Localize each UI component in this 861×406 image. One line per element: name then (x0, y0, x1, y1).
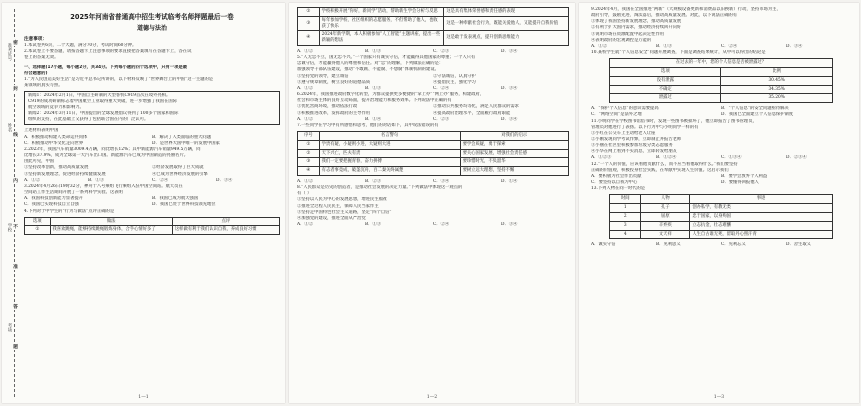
table-header-cell: 做法 (50, 217, 172, 226)
table-header-cell: 比例 (721, 68, 832, 77)
binding-char: 答 (13, 304, 18, 310)
table-cell: ① (25, 226, 51, 235)
table-cell: 2 (610, 213, 641, 222)
option[interactable]: B．①③ (365, 48, 382, 54)
table-cell: 4 (610, 230, 641, 239)
question-7-stem: 7.一些同学在学习中有所感悟和思考，他们的对话如下，其中说法错误的有 (297, 122, 439, 128)
exam-page-2 (289, 3, 575, 403)
table-header-row (25, 217, 280, 226)
option[interactable]: D．③④ (501, 48, 518, 54)
table-row (298, 8, 569, 17)
table-cell: ① (298, 140, 320, 149)
table-cell: ④ (298, 31, 320, 46)
statement-item: ②守法诚信，认真守护 (433, 73, 476, 79)
question-7-table (297, 131, 569, 176)
statement-item: ②推进全过程人民民主，保障人民当家作主 (297, 203, 379, 209)
option[interactable]: A．①② (591, 43, 607, 49)
table-cell: 34.35% (721, 85, 832, 94)
binding-field-name: 姓名 (7, 123, 12, 132)
table-cell: 这是敢于发表观点，提升创新思维能力 (444, 31, 569, 46)
binding-char: 密 (13, 40, 18, 46)
notice-line: 2.本试卷上不要答题，请按答题卡上注意事项的要求直接把答案填写在答题卡上，答在试 (24, 49, 192, 55)
statement-item: ②小刚发现同学考试作弊，立即制止并报告老师 (591, 137, 682, 143)
option[interactable]: B．②③ (365, 179, 382, 184)
option[interactable]: A．①② (297, 179, 313, 184)
table-cell: 要树立远大理想，坚持不懈 (460, 167, 568, 176)
binding-field-exam-room: 考场 (7, 323, 12, 332)
statement-item: ④已成为世界经济发展的引擎 (152, 171, 208, 177)
table-cell: 孔子 (641, 204, 690, 213)
question-11-options (591, 155, 851, 161)
statement-item: ①小红在公交车上主动给老人让座 (591, 130, 656, 136)
statement-item: ④小华在网上看到不实消息，立即转发给朋友 (591, 149, 677, 155)
table-header-cell: 时间 (610, 195, 641, 204)
binding-char: 准 (13, 264, 18, 270)
table-header-cell: 选项 (610, 68, 721, 77)
statement-item: ④提倡民主，强化学习 (433, 79, 476, 85)
statement-item: ③坚持走中国特色社会主义道路，坚定“四个自信” (297, 209, 392, 215)
material-line: C919的成功研制标志着中国航空工业取得重大突破，进一步增强了我国在国际 (28, 99, 177, 105)
statement-item: ①体现了我国坚持新发展理念，推动高质量发展 (591, 19, 682, 25)
option[interactable]: B．①③ (88, 177, 105, 183)
table-cell: 人生自古谁无死，留取丹心照汗青 (690, 230, 832, 239)
table-row (298, 149, 569, 158)
option[interactable]: D．③④ (501, 85, 518, 91)
binding-field-exam-number: 准考证号 (7, 43, 12, 61)
statement-item: ③小丽在社区里积极参加垃圾分类志愿服务 (591, 143, 673, 149)
table-cell: ② (298, 8, 320, 17)
option[interactable]: D．③④ (786, 43, 803, 49)
option[interactable]: D．③④ (501, 116, 518, 122)
table-cell: 要关心国家发展，增强社会责任感 (460, 149, 568, 158)
option[interactable]: A．诚实守信 (591, 242, 616, 248)
option[interactable]: A．①② (297, 48, 313, 54)
exam-page-1 (2, 3, 285, 403)
question-3-stem: 3.2024年4月26日19时32分，神舟十八号乘组飞行乘组入驻中国空间站。航天员在 (24, 183, 183, 189)
table-row (610, 85, 833, 94)
table-cell: 35.20% (721, 94, 832, 103)
option[interactable]: C．要坚持以自我为中心 (591, 180, 638, 186)
option[interactable]: A．要积极为社会作出贡献 (591, 173, 642, 179)
table-cell: ④ (298, 167, 320, 176)
table-row (610, 230, 833, 239)
page-number: 1—1 (138, 395, 149, 400)
material-line: 组织的支持，在此基础上又获得了包括联合国在内的广泛认可。 (28, 117, 149, 123)
page2-content (297, 7, 569, 389)
statement-item: ②有利于扩大国内需求，推动经济持续回升向好 (591, 25, 682, 31)
option[interactable]: D．①④ (501, 179, 518, 184)
question-11-stem: 11.小明同学在学校图书馆借书时，发现一些图书被损坏了，他立即报告了图书管理员， (591, 118, 757, 124)
binding-char: 题 (13, 344, 18, 350)
option[interactable]: B．“个人信息”的安全问题亟待解决 (721, 106, 789, 112)
option[interactable]: D．舍生取义 (786, 242, 811, 248)
question-3-stem: 空间站工作生活期间开展了一系列科学实验。这表明 (24, 190, 123, 196)
option[interactable]: D．我国已全面建立个人信息保护制度 (721, 112, 794, 118)
table-cell: 文天祥 (641, 230, 690, 239)
table-cell: 要学会质疑，勇于探索 (460, 140, 568, 149)
question-6-stem: 社会和市场主体的良好互动局面，提升治理能力和服务效率。下列说法中正确的有 (297, 98, 452, 104)
option[interactable]: C．②④ (721, 43, 738, 49)
option[interactable]: C．②③ (433, 48, 450, 54)
table-cell: 学贵有疑，小疑则小进，大疑则大进 (319, 140, 460, 149)
page1-content (24, 7, 280, 389)
question-12-stem: 12.“一个人的价值，应该看他贡献什么，而不应当看他取得什么。”我们要坚持 (591, 161, 738, 167)
option[interactable]: C．积极推动中华文化走向世界 (24, 140, 84, 146)
table-cell: 这是具有集体荣誉感和责任感的表现 (444, 8, 569, 17)
question-2-stem: 由此可见，中国 (24, 159, 55, 165)
table-header-row (610, 195, 833, 204)
option[interactable]: A．我国科技创新能力显著提升 (24, 196, 83, 202)
page-number: 1—3 (713, 395, 725, 400)
table-header-cell: 选项 (25, 217, 51, 226)
option[interactable]: A．①② (297, 222, 313, 228)
question-3-options (24, 202, 280, 208)
table-cell: 这样做有利于我们认识自我，养成良好习惯 (172, 226, 279, 235)
statement-item: ④表明政府的宏观调控是万能的 (591, 37, 652, 43)
statement-item: ②经济发展取得了巨大成就 (152, 165, 204, 171)
question-13-options (591, 242, 851, 248)
option[interactable]: D．是世界大国中唯一的发展中国家 (152, 140, 220, 146)
table-row (610, 204, 833, 213)
question-9-stem: 政府引导，鼓励先进、淘汰落后，推动高质量发展。对此，以下说法正确的有 (591, 13, 738, 19)
table-cell: 30.45% (721, 76, 832, 85)
option[interactable]: D．③④ (216, 177, 233, 183)
exam-subject: 道德与法治 (136, 25, 167, 32)
option[interactable]: D．③④ (501, 222, 518, 228)
option[interactable]: B．①③ (656, 43, 673, 49)
option[interactable]: B．解决了人类面临的重大问题 (152, 134, 212, 140)
binding-char: 内 (13, 178, 18, 184)
table-row (25, 226, 280, 235)
table-row (298, 158, 569, 167)
page3-content (591, 7, 851, 389)
question-8-stem: 有（ ） (297, 191, 312, 197)
question-9-stem: 9.2024年4月，我国在全国推进“两新”（大规模设备更新和消费品以旧换新）行动，坚持市场为主、 (591, 7, 781, 12)
option[interactable]: D．要懂得回报他人 (721, 180, 759, 186)
question-6-stem: 6.2024年，我国推进政府数字化转型，为群众提供更多便捷的“掌上办”“网上办”服务，构建政府、 (297, 92, 485, 98)
table-cell: 不确定 (610, 85, 721, 94)
option[interactable]: B．①③ (365, 222, 382, 228)
option[interactable]: B．见利思义 (656, 242, 681, 248)
question-2-options (24, 178, 280, 184)
question-5-stem: 5.“人无忠不立，国无忠不兴。”一个国家只有诚实守信，才能赢得其他国家的尊重；一个人只有 (297, 55, 476, 61)
question-4-table (24, 217, 280, 236)
table-cell: 天下兴亡，匹夫有责 (319, 149, 460, 158)
table-header-cell: 点评 (172, 217, 279, 226)
table-header-row (610, 68, 833, 77)
question-4-table-continued (297, 7, 569, 46)
table-cell: 要珍惜时光，不负韶华 (460, 158, 568, 167)
binding-cut-line (14, 9, 15, 397)
option[interactable]: C．“网络空间”是法外之地 (591, 112, 642, 118)
binding-margin (2, 3, 22, 403)
table-row (610, 221, 833, 230)
page-number: 1—2 (426, 395, 438, 400)
table-cell: 屈原 (641, 213, 690, 222)
table-cell: 创办私学，有教无类 (690, 204, 832, 213)
table-cell: 这是一种奉献社会行为，既能关爱他人，又能提升自我价值 (444, 16, 569, 31)
statement-item: ③说明市场在资源配置中起决定性作用 (591, 31, 665, 37)
table-header-cell: 名言警句 (319, 132, 460, 141)
option[interactable]: B．要学会放弃个人利益 (721, 173, 768, 179)
question-12-stem: 正确的价值观，积极投身社会实践，在奉献中实现人生价值。这启示我们 (591, 167, 729, 173)
statement-item: ④提高政府治理水平，全面履行政府职能 (433, 110, 511, 116)
question-10-table (609, 58, 833, 103)
option[interactable]: C．①③④ (721, 155, 742, 161)
statement-item: ②推动公共服务均等化，满足人民群众的需求 (433, 104, 519, 110)
table-caption: 在过去的一年中，您的个人信息是否被泄露过？ (610, 59, 833, 68)
option[interactable]: A．“保护个人信息”的意识需要提高 (591, 106, 659, 112)
material-line: 航空领域的竞争力和影响力。 (28, 105, 84, 111)
table-header-cell: 人物 (641, 195, 690, 204)
question-8-stem: 8.“人民群众是历史的创造者，是推动社会发展的决定力量。”下列做法中体现这一观点的 (297, 185, 463, 191)
table-header-cell: 对我们的启示 (460, 132, 568, 141)
notice-heading: 注意事项： (24, 37, 47, 42)
table-cell: ③ (298, 158, 320, 167)
option[interactable]: A．①② (24, 177, 40, 183)
question-5-stem: 加强领导干部队伍建设，推动“不敢腐、不能腐、不想腐”体制机制的建设。 (297, 67, 439, 73)
table-header-cell: 序号 (298, 132, 320, 141)
table-header-row (298, 132, 569, 141)
option[interactable]: C．②④ (152, 177, 169, 183)
table-cell: 学校积极开展“你好，新同学”活动，帮助新生学会分析与反思 (319, 8, 444, 17)
question-2-stem: 2.2023年，我国汽车销量3009.4万辆，同比增长12%；其中新能源汽车销量949.5万辆，同 (24, 146, 201, 152)
table-cell: 泄露过 (610, 94, 721, 103)
notice-line: 卷上的答案无效。 (24, 55, 59, 61)
section-heading: 符合题意的) (24, 70, 48, 76)
statement-item: ③积极推进改革，发挥政府的主导作用 (297, 110, 371, 116)
question-2-stem: 比增长37.9%，成为全球第一大汽车出口国。新能源汽车已成为中国制造的亮丽名片。 (24, 153, 189, 159)
exam-title: 2025年河南省普通高中招生考试临考名师押题最后一卷 (70, 13, 234, 21)
table-header-cell: 事迹 (690, 195, 832, 204)
question-1-material-box (24, 91, 280, 125)
material-line: 新闻1：2024年2月1日，中国自主研制的大型客机C919首次在境外亮相。 (28, 93, 171, 99)
question-1-stem: 1.“为人民创造美好生活”是习近平总书记所讲的，以下材料反映了“世界舞台上的中国”这一主题的是 (24, 76, 214, 82)
table-row (610, 94, 833, 103)
table-cell: ③ (298, 16, 320, 31)
statement-item: ④加强党的建设，推进全面从严治党 (297, 215, 366, 221)
table-cell: 没有泄露 (610, 76, 721, 85)
question-1-prompt: 上述材料表明中国 (24, 128, 59, 134)
option[interactable]: C．我国已实现科技自立自强 (24, 202, 79, 208)
option[interactable]: A．积极推动构建人类命运共同体 (24, 134, 88, 140)
option[interactable]: D．我国已处于世界科技领先地位 (152, 202, 216, 208)
exam-page-3 (579, 3, 859, 403)
question-6-options (297, 117, 569, 123)
option[interactable]: A．①② (297, 116, 313, 122)
option[interactable]: C．③④ (433, 179, 450, 184)
question-10-stem: 10.某校学生就“个人信息安全”问题开展调查，下面是调查结果统计，从中可以得出的结论是 (591, 50, 766, 56)
material-line: 新闻2：2024年3月11日，中国提出的全球发展倡议得到了100多个国家和国际 (28, 111, 179, 117)
table-cell: 1 (610, 204, 641, 213)
table-row (298, 31, 569, 46)
option[interactable]: A．①②③ (591, 155, 612, 161)
table-cell: 2024年新学期，本人积极参加“人工智能”主题讲座，提出一些新颖的想法 (319, 31, 444, 46)
binding-field-school: 学校 (7, 223, 12, 232)
table-cell: 我们一定要把握青春，奋力拼搏 (319, 158, 460, 167)
statement-item: ①坚持以人民为中心的发展思想，增进民生福祉 (297, 197, 388, 203)
option[interactable]: B．①②④ (656, 155, 677, 161)
question-13-stem: 13.下列人物在同一时代的是 (591, 186, 646, 192)
option[interactable]: B．我国已成为航天强国 (152, 196, 199, 202)
question-5-stem: 忠诚守信，才能赢得他人的尊重和信任。对“忠”的理解，下列做法正确的是： (297, 61, 444, 67)
question-10-options (591, 112, 851, 118)
table-cell: 我喜欢跳绳，能够持续跳绳锻炼身体，合乎心情好多了 (50, 226, 172, 235)
question-8-options (297, 222, 569, 228)
statement-item: ①坚持改革创新，推动高质量发展 (24, 165, 89, 171)
table-cell: 有志者事竟成，破釜沉舟，百二秦关终属楚 (319, 167, 460, 176)
table-cell: 忠于国家，以身殉国 (690, 213, 832, 222)
table-cell: ② (298, 149, 320, 158)
option[interactable]: C．②④ (433, 222, 450, 228)
question-11-stem: 管理员对他进行了表扬。以下行为中与小明同学一样的有 (591, 124, 699, 130)
binding-char: 线 (13, 132, 18, 138)
option[interactable]: C．②③ (433, 116, 450, 122)
statement-item: ③坚持新发展理念，促进经济持续健康发展 (24, 171, 106, 177)
question-1-stem: 某领域的真实写照。 (24, 83, 63, 89)
table-row (610, 76, 833, 85)
table-row (298, 167, 569, 176)
table-cell: 3 (610, 221, 641, 230)
table-cell: 每年参加学校、社区组织的志愿服务，不但帮助了他人，也收获了快乐 (319, 16, 444, 31)
statement-item: ①坚持党的领导，建立诚信 (297, 73, 349, 79)
notice-line: 1.本试卷共6页，二个大题，满分70分，考试时间60分钟。 (24, 43, 137, 49)
question-13-table (609, 194, 833, 239)
table-row (610, 213, 833, 222)
option[interactable]: B．①④ (365, 116, 382, 122)
section-heading: 一、选择题(17小题，每小题2分，共34分。下列每小题的四个选项中，只有一项是最 (24, 64, 188, 70)
table-row (298, 16, 569, 31)
binding-char: 封 (13, 86, 18, 92)
table-caption-row (610, 59, 833, 68)
option[interactable]: D．②③④ (786, 155, 807, 161)
question-4-stem: 4.下列对于中学生的“行为与做法”点评正确的是 (24, 208, 115, 214)
binding-char: 不 (13, 224, 18, 230)
option[interactable]: C．②④ (433, 85, 450, 91)
table-row (298, 140, 569, 149)
option[interactable]: B．①③ (365, 85, 382, 91)
option[interactable]: C．见利忘义 (721, 242, 746, 248)
statement-item: ③遵守规章制度，树立良好的道德品质 (297, 79, 371, 85)
option[interactable]: A．①② (297, 85, 313, 91)
table-cell: 立志抗金，壮志难酬 (690, 221, 832, 230)
statement-item: ①优化营商环境，推动依法行政 (297, 104, 358, 110)
table-cell: 辛弃疾 (641, 221, 690, 230)
